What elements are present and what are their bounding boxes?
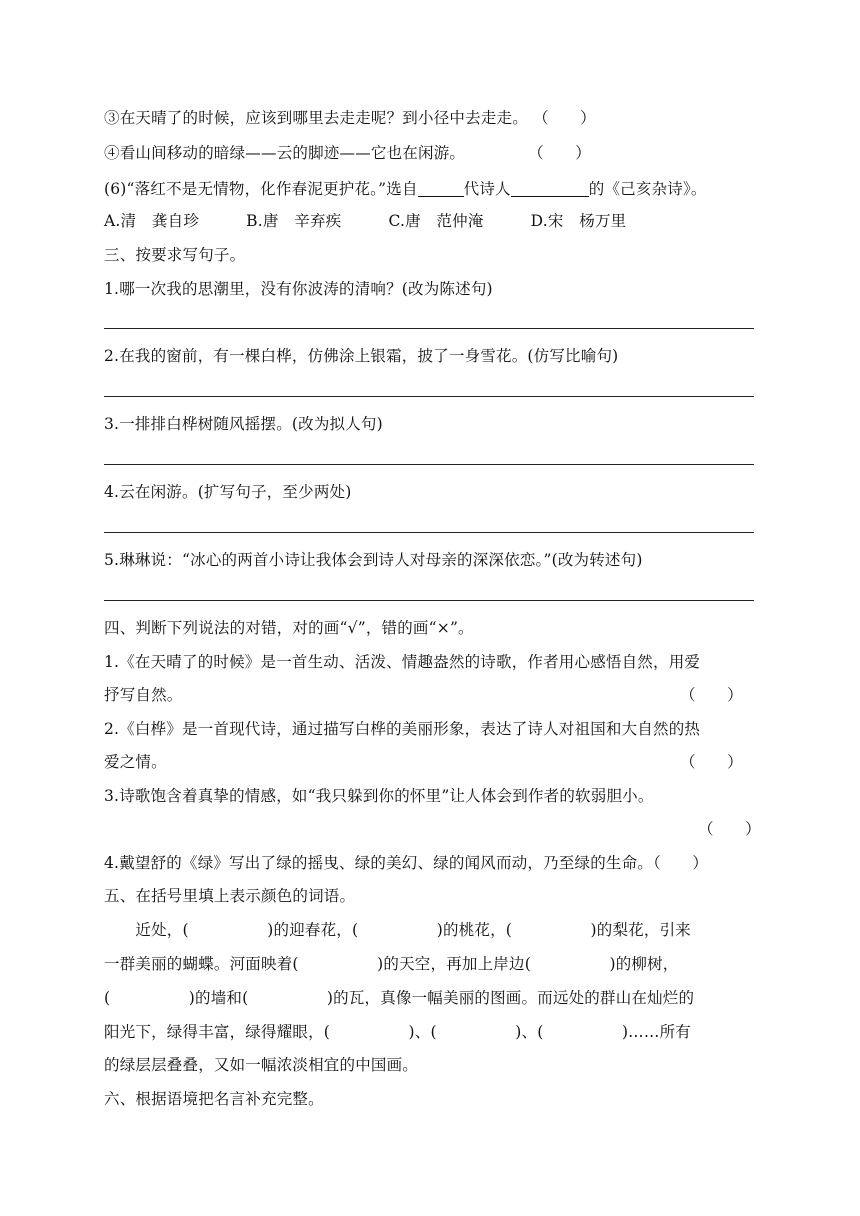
section-6-title: 六、根据语境把名言补充完整。 — [104, 1090, 324, 1108]
q6-blank-dynasty[interactable] — [418, 180, 464, 197]
s4-question-2-line-2: 爱之情。 — [104, 753, 167, 771]
s4-answer-paren-3[interactable]: （ ） — [698, 820, 761, 838]
s4-question-2-line-1: 2.《白桦》是一首现代诗，通过描写白桦的美丽形象，表达了诗人对祖国和大自然的热 — [104, 720, 701, 738]
s4-answer-paren-2[interactable]: （ ） — [680, 753, 743, 771]
s3-question-5: 5.琳琳说：“冰心的两首小诗让我体会到诗人对母亲的深深依恋。”(改为转述句) — [104, 551, 643, 569]
item-4: ④看山间移动的暗绿——云的脚迹——它也在闲游。 （ ） — [104, 144, 591, 162]
s3-answer-line-5[interactable] — [104, 600, 754, 601]
s3-answer-line-2[interactable] — [104, 396, 754, 397]
s4-question-4: 4.戴望舒的《绿》写出了绿的摇曳、绿的美幻、绿的闻风而动，乃至绿的生命。（ ） — [104, 854, 709, 872]
section-3-title: 三、按要求写句子。 — [104, 246, 246, 264]
q6-text-2: 代诗人 — [463, 180, 511, 198]
s3-answer-line-3[interactable] — [104, 464, 754, 465]
s4-question-1-line-2: 抒写自然。 — [104, 686, 183, 704]
s3-question-2: 2.在我的窗前，有一棵白桦，仿佛涂上银霜，披了一身雪花。(仿写比喻句) — [104, 347, 619, 365]
s3-answer-line-1[interactable] — [104, 328, 754, 329]
q6-options: A.清 龚自珍 B.唐 辛弃疾 C.唐 范仲淹 D.宋 杨万里 — [104, 212, 627, 230]
s3-question-1: 1.哪一次我的思潮里，没有你波涛的清响？(改为陈述句) — [104, 280, 493, 298]
s3-answer-line-4[interactable] — [104, 532, 754, 533]
s4-question-1-line-1: 1.《在天晴了的时候》是一首生动、活泼、情趣盎然的诗歌，作者用心感悟自然，用爱 — [104, 653, 701, 671]
s3-question-3: 3.一排排白桦树随风摇摆。(改为拟人句) — [104, 415, 383, 433]
question-6 — [104, 178, 707, 200]
s3-question-4: 4.云在闲游。(扩写句子，至少两处) — [104, 483, 352, 501]
q6-text-1: (6)“落红不是无情物，化作春泥更护花。”选自 — [104, 180, 418, 198]
s5-paragraph-line-2: 一群美丽的蝴蝶。河面映着( )的天空，再加上岸边( )的柳树， — [104, 955, 679, 973]
s4-question-3-line-1: 3.诗歌饱含着真挚的情感，如“我只躲到你的怀里”让人体会到作者的软弱胆小。 — [104, 787, 654, 805]
q6-blank-poet[interactable] — [511, 180, 589, 197]
section-4-title: 四、判断下列说法的对错，对的画“√”，错的画“×”。 — [104, 619, 474, 637]
s5-paragraph-line-3: ( )的墙和( )的瓦，真像一幅美丽的图画。而远处的群山在灿烂的 — [104, 989, 695, 1007]
s5-paragraph-line-5: 的绿层层叠叠，又如一幅浓淡相宜的中国画。 — [104, 1056, 419, 1074]
section-5-title: 五、在括号里填上表示颜色的词语。 — [104, 887, 356, 905]
q6-text-3: 的《己亥杂诗》。 — [588, 180, 707, 198]
s4-answer-paren-1[interactable]: （ ） — [680, 686, 743, 704]
s5-paragraph-line-1: 近处，( )的迎春花，( )的桃花，( )的梨花，引来 — [104, 921, 691, 939]
s5-paragraph-line-4: 阳光下，绿得丰富，绿得耀眼，( )、( )、( )……所有 — [104, 1023, 691, 1041]
item-3: ③在天晴了的时候，应该到哪里去走走呢？到小径中去走走。 （ ） — [104, 109, 596, 127]
